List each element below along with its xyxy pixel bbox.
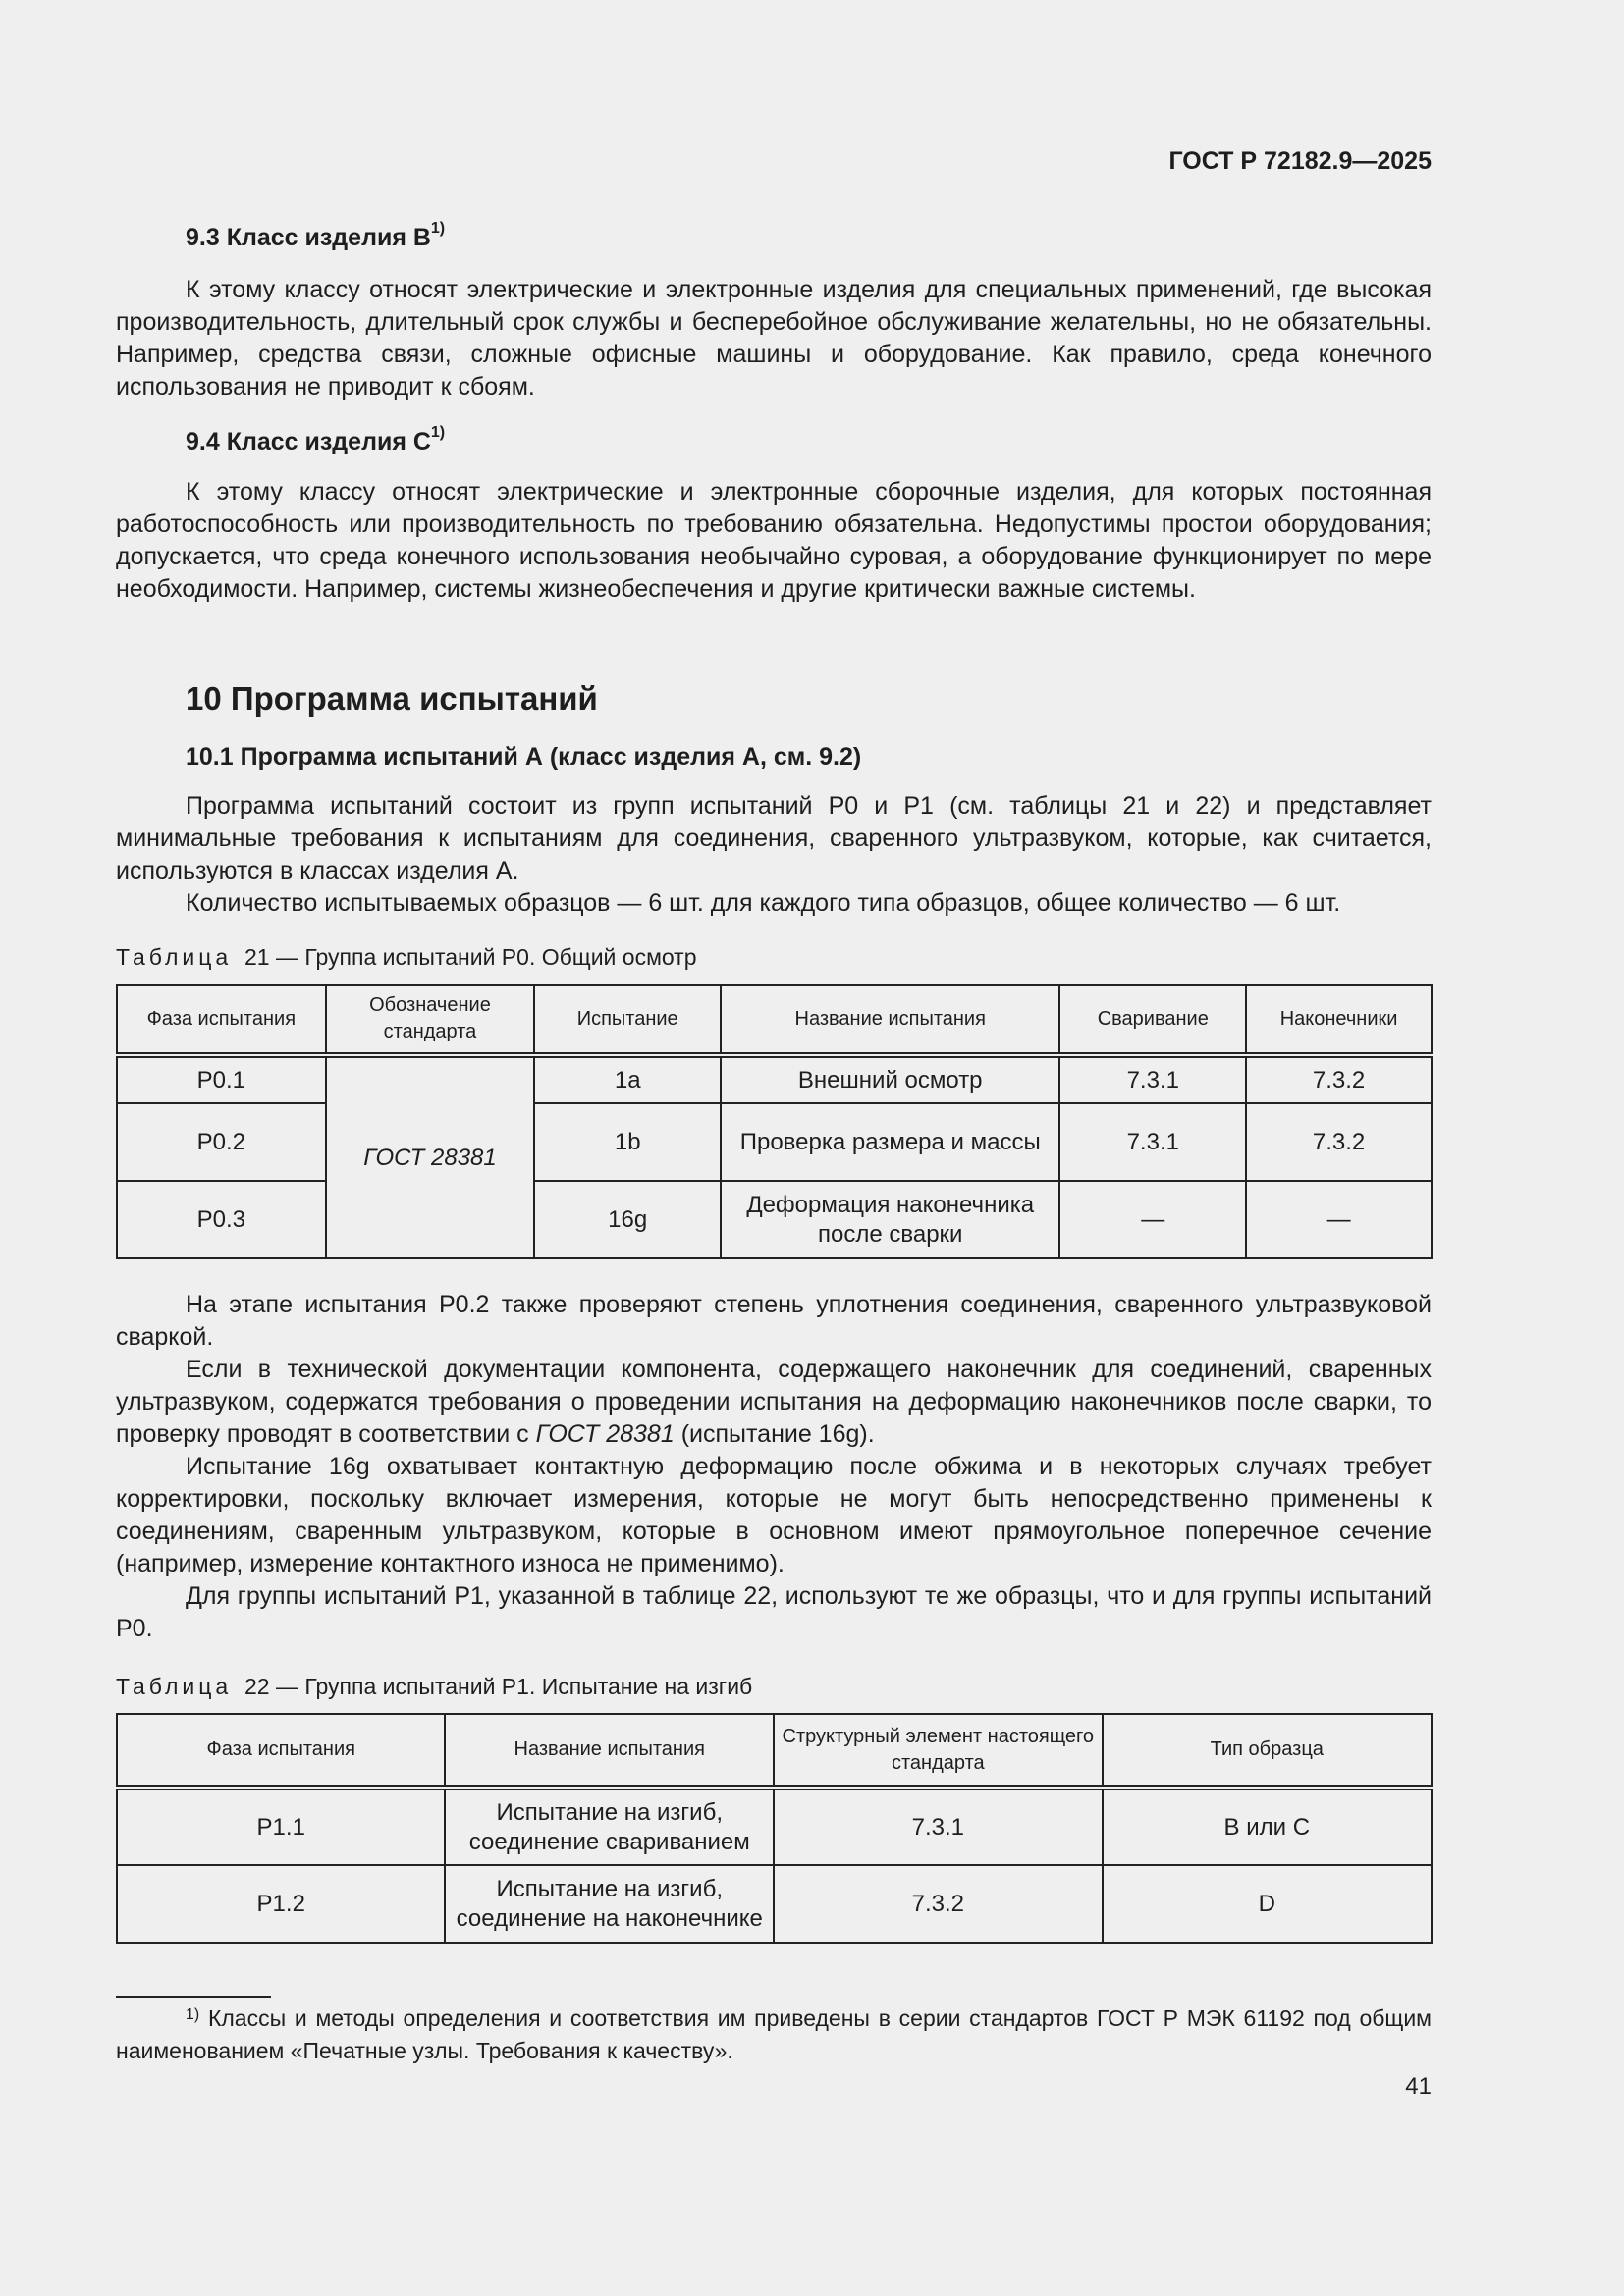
table-row bbox=[117, 1103, 1432, 1181]
section-9-3-text: К этому классу относят электрические и электронные изделия для специальных применений, где высокая производительность, длительный срок службы и бесперебойное обслуживание желательны, но не обязательны. Например, средства связи, сложные офисные машины и оборудование. Как правило, среда конечного использования не приводит к сбоям. bbox=[116, 276, 1432, 400]
section-9-4-text: К этому классу относят электрические и электронные сборочные изделия, для которых постоянная работоспособность или производительность по требованию обязательна. Недопустимы простои оборудования; допускается, что среда конечного использования необычайно суровая, а оборудование функционирует по мере необходимости. Например, системы жизнеобеспечения и другие критически важные системы. bbox=[116, 478, 1432, 603]
table-22 bbox=[116, 1713, 1433, 1944]
column-header: Структурный элемент настоящего стандарта bbox=[774, 1714, 1103, 1788]
column-header: Тип образца bbox=[1103, 1714, 1432, 1788]
phase-cell: Р0.2 bbox=[117, 1103, 326, 1181]
element-cell: 7.3.1 bbox=[774, 1788, 1103, 1865]
test-name-cell: Внешний осмотр bbox=[721, 1055, 1059, 1103]
section-10-1-paragraph-2: Количество испытываемых образцов — 6 шт. для каждого типа образцов, общее количество — 6 шт. bbox=[186, 889, 1341, 917]
table-header-row bbox=[117, 985, 1432, 1055]
test-name-cell: Испытание на изгиб, соединение свариванием bbox=[445, 1788, 774, 1865]
column-header: Фаза испытания bbox=[117, 1714, 445, 1788]
test-name-cell: Испытание на изгиб, соединение на наконечнике bbox=[445, 1865, 774, 1943]
standard-cell: ГОСТ 28381 bbox=[326, 1055, 535, 1258]
table-22-caption: Таблица 22 — Группа испытаний Р1. Испытание на изгиб bbox=[116, 1674, 753, 1699]
element-cell: 7.3.2 bbox=[774, 1865, 1103, 1943]
column-header: Название испытания bbox=[445, 1714, 774, 1788]
footnote: $^{1)}$ Классы и методы определения и соответствия им приведены в серии стандартов ГОСТ Р МЭК 61192 под общим наименованием «Печатные узлы. Требования к качеству». bbox=[116, 2005, 1432, 2063]
section-10-1-title: 10.1 Программа испытаний А (класс изделия А, см. 9.2) bbox=[186, 743, 862, 771]
after-table-21-paragraph-1: На этапе испытания Р0.2 также проверяют степень уплотнения соединения, сваренного ультразвуковой сваркой. bbox=[116, 1291, 1432, 1351]
welding-cell: — bbox=[1059, 1181, 1246, 1258]
column-header: Наконечники bbox=[1246, 985, 1432, 1055]
footnote-mark: 1) bbox=[186, 2006, 200, 2023]
after-table-21-paragraph-2: Если в технической документации компонента, содержащего наконечник для соединений, сваренных ультразвуком, содержатся требования о проведении испытания на деформацию наконечников после сварки, то проверку проводят в соответствии с ГОСТ 28381 (испытание 16g). bbox=[116, 1356, 1432, 1448]
footnote-divider bbox=[116, 1996, 271, 1998]
phase-cell: Р0.3 bbox=[117, 1181, 326, 1258]
table-row bbox=[117, 1055, 1432, 1103]
table-row bbox=[117, 1788, 1432, 1865]
page-number: 41 bbox=[1405, 2073, 1432, 2100]
sample-type-cell: D bbox=[1103, 1865, 1432, 1943]
standard-designation: ГОСТ Р 72182.9—2025 bbox=[1168, 147, 1432, 175]
column-header: Испытание bbox=[534, 985, 721, 1055]
test-cell: 1b bbox=[534, 1103, 721, 1181]
section-9-4-title: 9.4 Класс изделия $С^{1)}$ bbox=[186, 424, 446, 455]
phase-cell: Р1.2 bbox=[117, 1865, 445, 1943]
sample-type-cell: В или С bbox=[1103, 1788, 1432, 1865]
welding-cell: 7.3.1 bbox=[1059, 1055, 1246, 1103]
column-header: Фаза испытания bbox=[117, 985, 326, 1055]
table-21-caption: Таблица 21 — Группа испытаний Р0. Общий осмотр bbox=[116, 944, 697, 970]
section-10-1-paragraph-1: Программа испытаний состоит из групп испытаний Р0 и Р1 (см. таблицы 21 и 22) и представляет минимальные требования к испытаниям для соединения, сваренного ультразвуком, которые, как считается, используются в классах изделия А. bbox=[116, 792, 1432, 884]
test-cell: 1а bbox=[534, 1055, 721, 1103]
table-21 bbox=[116, 984, 1433, 1259]
phase-cell: Р0.1 bbox=[117, 1055, 326, 1103]
table-row bbox=[117, 1181, 1432, 1258]
phase-cell: Р1.1 bbox=[117, 1788, 445, 1865]
tips-cell: 7.3.2 bbox=[1246, 1055, 1432, 1103]
welding-cell: 7.3.1 bbox=[1059, 1103, 1246, 1181]
column-header: Обозначение стандарта bbox=[326, 985, 535, 1055]
test-name-cell: Деформация наконечника после сварки bbox=[721, 1181, 1059, 1258]
test-cell: 16g bbox=[534, 1181, 721, 1258]
after-table-21-paragraph-3: Испытание 16g охватывает контактную деформацию после обжима и в некоторых случаях требует корректировки, поскольку включает измерения, которые не могут быть непосредственно применены к соединениям, сваренным ультразвуком, которые в основном имеют прямоугольное поперечное сечение (например, измерение контактного износа не применимо). bbox=[116, 1453, 1432, 1577]
table-row bbox=[117, 1865, 1432, 1943]
test-name-cell: Проверка размера и массы bbox=[721, 1103, 1059, 1181]
table-header-row bbox=[117, 1714, 1432, 1788]
section-10-title: 10 Программа испытаний bbox=[186, 680, 598, 717]
column-header: Название испытания bbox=[721, 985, 1059, 1055]
section-9-3-title: 9.3 Класс изделия $В^{1)}$ bbox=[186, 220, 446, 251]
after-table-21-paragraph-4: Для группы испытаний Р1, указанной в таблице 22, используют те же образцы, что и для группы испытаний Р0. bbox=[116, 1582, 1432, 1642]
column-header: Сваривание bbox=[1059, 985, 1246, 1055]
tips-cell: 7.3.2 bbox=[1246, 1103, 1432, 1181]
tips-cell: — bbox=[1246, 1181, 1432, 1258]
footnote-mark: 1) bbox=[430, 220, 446, 237]
footnote-mark: 1) bbox=[430, 424, 446, 441]
